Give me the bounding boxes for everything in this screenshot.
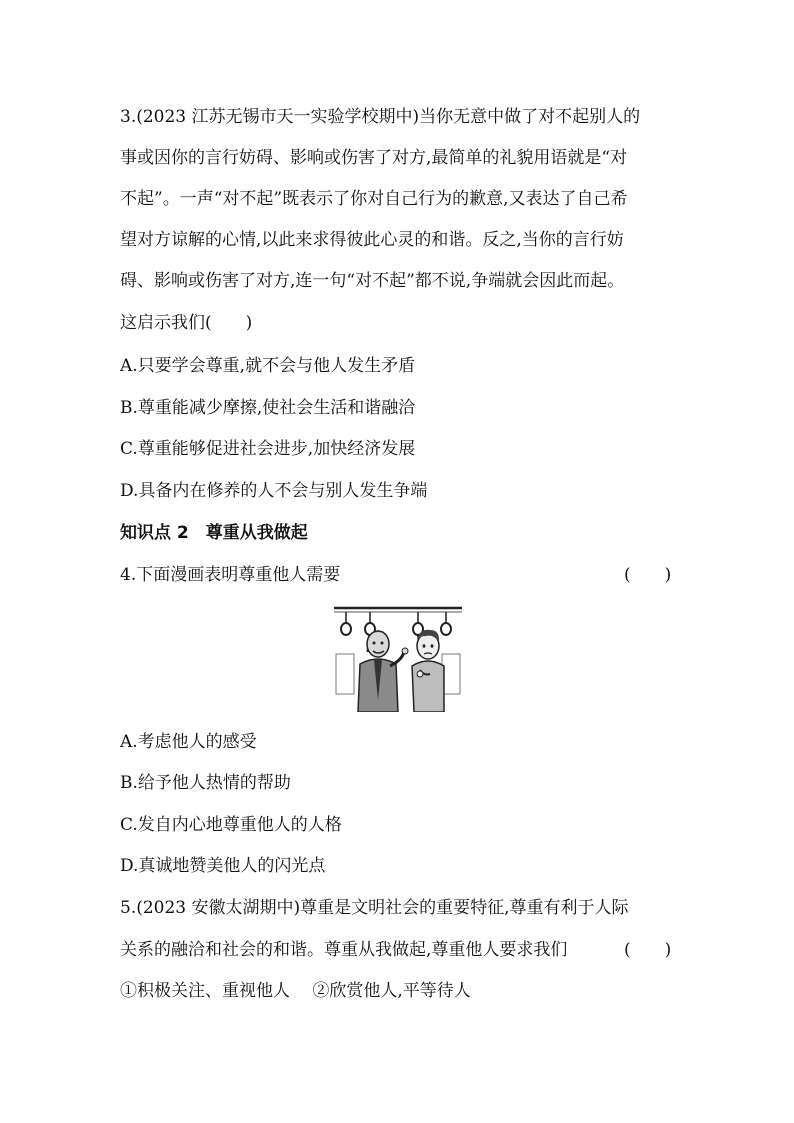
q3-stem-line-5: 碍、影响或伤害了对方,连一句“对不起”都不说,争端就会因此而起。 <box>120 271 625 291</box>
q3-option-a[interactable]: A.只要学会尊重,就不会与他人发生矛盾 <box>120 356 416 376</box>
q4-option-c[interactable]: C.发自内心地尊重他人的人格 <box>120 815 342 835</box>
section-heading: 知识点 2 尊重从我做起 <box>120 523 308 543</box>
q3-option-d[interactable]: D.具备内在修养的人不会与别人发生争端 <box>120 481 428 501</box>
q5-stem-line-1: 5.(2023 安徽太湖期中)尊重是文明社会的重要特征,尊重有利于人际 <box>120 898 629 918</box>
q5-stem-line-2: 关系的融洽和社会的和谐。尊重从我做起,尊重他人要求我们 <box>120 940 568 960</box>
q3-stem-line-1: 3.(2023 江苏无锡市天一实验学校期中)当你无意中做了对不起别人的 <box>120 107 641 127</box>
q3-stem-line-2: 事或因你的言行妨碍、影响或伤害了对方,最简单的礼貌用语就是“对 <box>120 148 628 168</box>
q4-cartoon-image <box>334 604 462 712</box>
q4-option-a[interactable]: A.考虑他人的感受 <box>120 732 257 752</box>
cartoon-illustration <box>334 604 462 712</box>
q3-stem-line-6: 这启示我们( ) <box>120 313 253 333</box>
q4-answer-bracket[interactable]: ( ) <box>624 565 672 585</box>
q5-items: ①积极关注、重视他人 ②欣赏他人,平等待人 <box>120 981 471 1001</box>
q3-stem-line-3: 不起”。一声“对不起”既表示了你对自己行为的歉意,又表达了自己希 <box>120 189 628 209</box>
q5-answer-bracket[interactable]: ( ) <box>624 940 672 960</box>
q4-stem: 4.下面漫画表明尊重他人需要 <box>120 565 341 585</box>
q3-option-b[interactable]: B.尊重能减少摩擦,使社会生活和谐融洽 <box>120 398 416 418</box>
q3-stem-line-4: 望对方谅解的心情,以此来求得彼此心灵的和谐。反之,当你的言行妨 <box>120 230 624 250</box>
q4-option-d[interactable]: D.真诚地赞美他人的闪光点 <box>120 856 326 876</box>
q3-option-c[interactable]: C.尊重能够促进社会进步,加快经济发展 <box>120 439 416 459</box>
q4-option-b[interactable]: B.给予他人热情的帮助 <box>120 773 291 793</box>
